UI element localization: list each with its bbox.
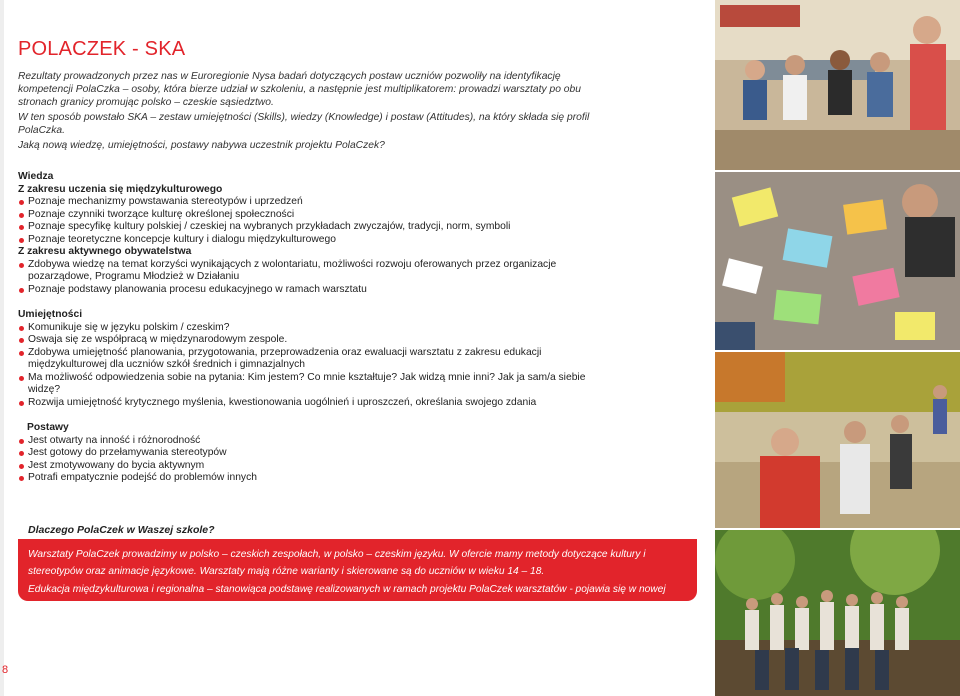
- intro-paragraph: W ten sposób powstało SKA – zestaw umiejętności (Skills), wiedzy (Knowledge) i postaw (Attitudes), na który składa się profil PolaCzka.: [18, 112, 590, 137]
- photo-column: [715, 0, 960, 696]
- list-item: Zdobywa wiedzę na temat korzyści wynikających z wolontariatu, możliwości rozwoju oferowanych przez organizacje pozarządowe, Programu Młodzież w Działaniu: [18, 259, 608, 284]
- list-item: Poznaje czynniki tworzące kulturę określonej społeczności: [18, 209, 608, 222]
- list-item: Poznaje mechanizmy powstawania stereotypów i uprzedzeń: [18, 196, 608, 209]
- knowledge-group-heading: Z zakresu aktywnego obywatelstwa: [18, 246, 192, 257]
- attitudes-list: [18, 435, 608, 485]
- list-item: Rozwija umiejętność krytycznego myślenia, kwestionowania uogólnień i uproszczeń, określania swojego zdania: [18, 397, 608, 410]
- list-item: Jest otwarty na inność i różnorodność: [18, 435, 608, 448]
- intro-paragraph: Rezultaty prowadzonych przez nas w Euroregionie Nysa badań dotyczących postaw uczniów pozwoliły na identyfikację kompetencji PolaCzka – osoby, która bierze udział w szkoleniu, a następnie jest multiplikatorem: prowadzi warsztaty po obu stronach granicy promując polsko – czeskie sąsiedztwo.: [18, 71, 581, 109]
- list-item: Potrafi empatycznie podejść do problemów innych: [18, 472, 608, 485]
- page-number: 8: [2, 664, 9, 676]
- why-heading: Dlaczego PolaCzek w Waszej szkole?: [28, 524, 215, 536]
- classroom-photo: [715, 0, 960, 170]
- why-paragraph: Warsztaty PolaCzek prowadzimy w polsko – czeskich zespołach, w polsko – czeskim języku. W ofercie mamy metody dotyczące kultury i stereotypów oraz animacje językowe. Warsztaty mają różne warianty i skierowane są do uczniów w wieku 14 – 18.: [28, 549, 646, 578]
- intro-text: [18, 70, 618, 155]
- list-item: Zdobywa umiejętność planowania, przygotowania, przeprowadzenia oraz ewaluacji warsztatu z zakresu edukacji międzykulturowej dla uczniów szkół średnich i gimnazjalnych: [18, 347, 608, 372]
- intro-question: Jaką nową wiedzę, umiejętności, postawy nabywa uczestnik projektu PolaCzek?: [18, 140, 385, 152]
- workshop-papers-photo: [715, 172, 960, 350]
- why-paragraph: Edukacja międzykulturowa i regionalna – stanowiąca podstawę realizowanych w ramach projektu PolaCzek warsztatów - pojawia się w nowej podstawie programowej głównie w ramach wiedzy o społeczeństwie, geografii, historii.: [28, 583, 666, 612]
- ska-content: [18, 171, 608, 485]
- why-info-box: [18, 539, 697, 612]
- list-item: Poznaje podstawy planowania procesu edukacyjnego w ramach warsztatu: [18, 284, 608, 297]
- list-item: Jest gotowy do przełamywania stereotypów: [18, 447, 608, 460]
- knowledge-group-heading: Z zakresu uczenia się międzykulturowego: [18, 183, 223, 195]
- left-margin-rule: [0, 0, 4, 696]
- skills-heading: Umiejętności: [18, 309, 83, 320]
- page-title: POLACZEK - SKA: [18, 38, 186, 60]
- outdoor-group-photo: [715, 352, 960, 528]
- skills-list: [18, 322, 608, 410]
- group-portrait-photo: [715, 530, 960, 696]
- knowledge-list: [18, 196, 608, 246]
- list-item: Poznaje specyfikę kultury polskiej / czeskiej na wybranych przykładach zwyczajów, tradycji, norm, symboli: [18, 221, 608, 234]
- list-item: Ma możliwość odpowiedzenia sobie na pytania: Kim jestem? Co mnie kształtuje? Jak widzą mnie inni? Jak ja sam/a siebie widzę?: [18, 372, 608, 397]
- list-item: Jest zmotywowany do bycia aktywnym: [18, 460, 608, 473]
- list-item: Poznaje teoretyczne koncepcje kultury i dialogu międzykulturowego: [18, 234, 608, 247]
- list-item: Oswaja się ze współpracą w międzynarodowym zespole.: [18, 334, 608, 347]
- attitudes-heading: Postawy: [27, 422, 69, 433]
- list-item: Komunikuje się w języku polskim / czeskim?: [18, 322, 608, 335]
- knowledge-list: [18, 259, 608, 297]
- knowledge-heading: Wiedza: [18, 171, 54, 182]
